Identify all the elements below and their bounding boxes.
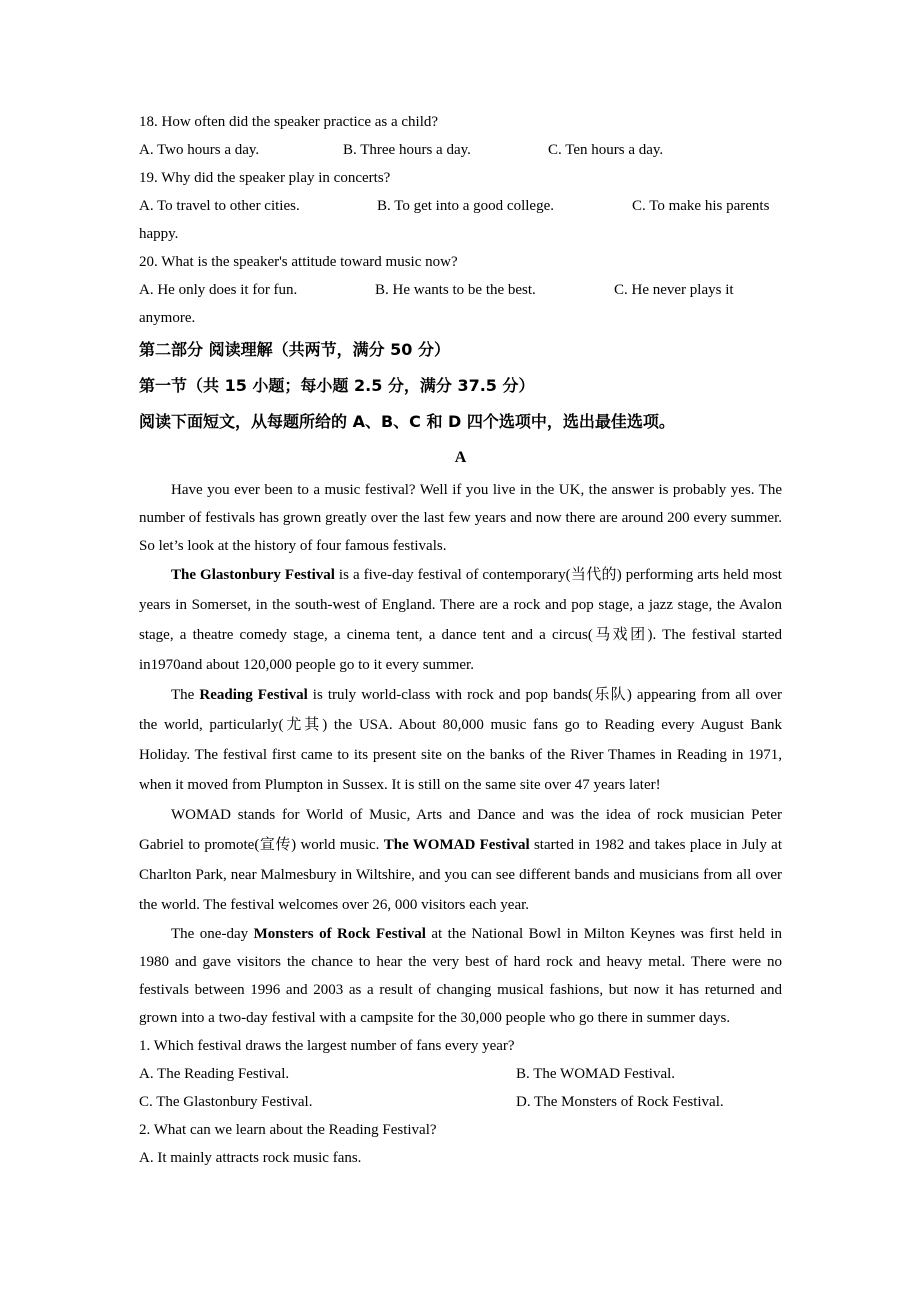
q19-option-b: B. To get into a good college. — [377, 198, 554, 214]
rq1-option-b: B. The WOMAD Festival. — [516, 1066, 676, 1082]
question-18-options — [139, 136, 782, 164]
q20-option-c: C. He never plays it — [614, 282, 734, 298]
monsters-paragraph — [139, 920, 782, 1032]
q18-option-b: B. Three hours a day. — [343, 142, 471, 158]
question-19-options — [139, 192, 782, 220]
part-two-heading: 第二部分 阅读理解（共两节，满分 50 分） — [139, 340, 450, 359]
reading-question-2: 2. What can we learn about the Reading Festival? — [139, 1122, 437, 1138]
q20-option-c-continued: anymore. — [139, 310, 196, 326]
q20-option-b: B. He wants to be the best. — [375, 282, 536, 298]
question-19: 19. Why did the speaker play in concerts? — [139, 170, 391, 186]
glastonbury-paragraph — [139, 560, 782, 680]
rq1-option-c: C. The Glastonbury Festival. — [139, 1094, 313, 1110]
womad-pre: WOMAD stands for World of Music, Arts and Dance and was the idea of rock musician Peter Gabriel to promote(宣传) world music. — [139, 807, 782, 853]
monsters-name: Monsters of Rock Festival — [253, 926, 426, 942]
q19-option-c: C. To make his parents — [632, 198, 770, 214]
womad-name: The WOMAD Festival — [383, 837, 530, 853]
reading-name: Reading Festival — [199, 687, 308, 703]
exam-page — [139, 108, 782, 1172]
q19-option-c-continued: happy. — [139, 226, 179, 242]
reading-paragraph — [139, 680, 782, 800]
reading-pre: The — [171, 687, 200, 703]
monsters-pre: The one-day — [171, 926, 254, 942]
glastonbury-text: is a five-day festival of contemporary(当代的) performing arts held most years in Somerset, in the south-west of England. There are a rock and pop stage, a jazz stage, the Avalon stage, a theatre comedy stage, a cinema tent, a dance tent and a circus(马戏团). The festival started in1970and about 120,000 people go to it every summer. — [139, 567, 782, 673]
womad-paragraph — [139, 800, 782, 920]
reading-question-1-options-ab — [139, 1060, 782, 1088]
reading-text: is truly world-class with rock and pop bands(乐队) appearing from all over the world, particularly(尤其) the USA. About 80,000 music fans go to Reading every August Bank Holiday. The festival first came to its present site on the banks of the River Thames in Reading in 1971, when it moved from Plumpton in Sussex. It is still on the same site over 47 years later! — [139, 687, 782, 793]
monsters-text: at the National Bowl in Milton Keynes was first held in 1980 and gave visitors the chance to hear the very best of hard rock and heavy metal. There were no festivals between 1996 and 2003 as a result of changing musical fashions, but now it has returned and grown into a two-day festival with a campsite for the 30,000 people who go there in summer days. — [139, 926, 782, 1026]
rq1-option-a: A. The Reading Festival. — [139, 1066, 290, 1082]
q18-option-c: C. Ten hours a day. — [548, 142, 664, 158]
reading-question-1: 1. Which festival draws the largest number of fans every year? — [139, 1038, 515, 1054]
rq1-option-d: D. The Monsters of Rock Festival. — [516, 1094, 724, 1110]
reading-instruction: 阅读下面短文，从每题所给的 A、B、C 和 D 四个选项中，选出最佳选项。 — [139, 412, 675, 431]
passage-intro: Have you ever been to a music festival? Well if you live in the UK, the answer is probably yes. The number of festivals has grown greatly over the last few years and now there are around 200 every summer. So let’s look at the history of four famous festivals. — [139, 482, 782, 554]
passage-label: A — [454, 449, 467, 466]
q18-option-a: A. Two hours a day. — [139, 142, 260, 158]
section-one-heading: 第一节（共 15 小题；每小题 2.5 分，满分 37.5 分） — [139, 376, 535, 395]
glastonbury-name: The Glastonbury Festival — [171, 567, 335, 583]
question-18: 18. How often did the speaker practice as a child? — [139, 114, 439, 130]
rq2-option-a: A. It mainly attracts rock music fans. — [139, 1150, 362, 1166]
reading-question-1-options-cd — [139, 1088, 782, 1116]
question-20: 20. What is the speaker's attitude toward music now? — [139, 254, 458, 270]
womad-text: started in 1982 and takes place in July at Charlton Park, near Malmesbury in Wiltshire, and you can see different bands and musicians from all over the world. The festival welcomes over 26, 000 visitors each year. — [139, 837, 782, 913]
question-20-options — [139, 276, 782, 304]
q20-option-a: A. He only does it for fun. — [139, 282, 298, 298]
q19-option-a: A. To travel to other cities. — [139, 198, 300, 214]
